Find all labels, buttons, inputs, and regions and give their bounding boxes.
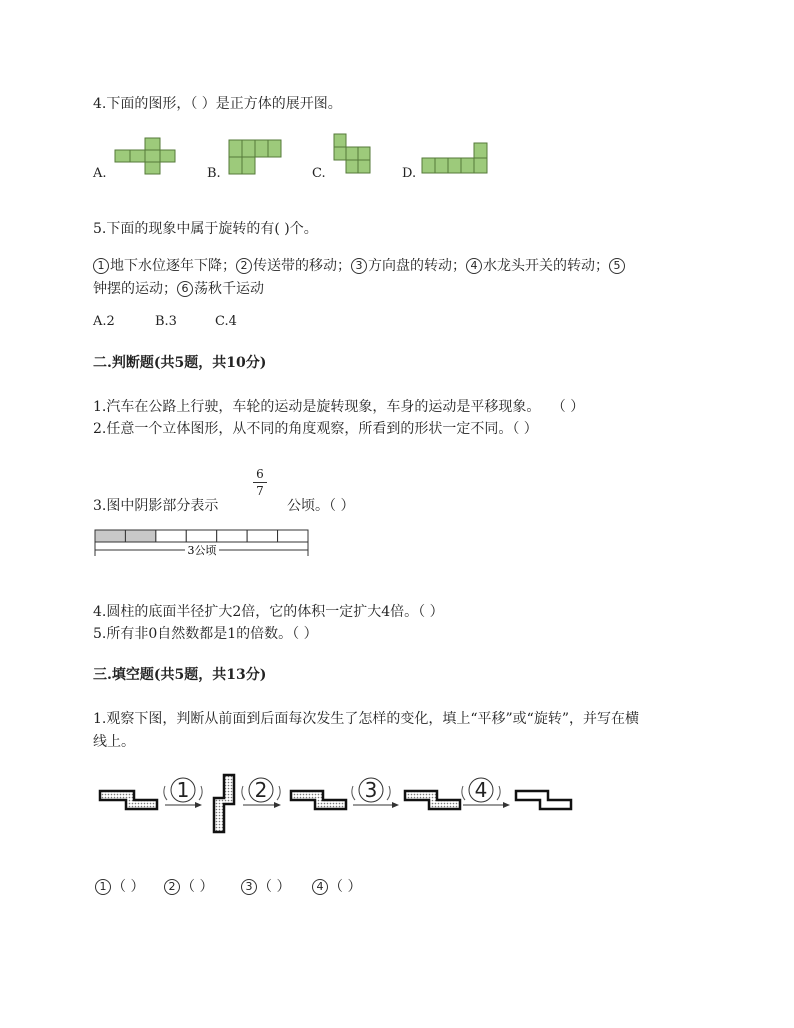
cube-net-d (422, 143, 487, 173)
phenomenon-1: 地下水位逐年下降； (110, 258, 236, 274)
step-number-1: 1 (176, 778, 190, 802)
circled-number-3: 3 (351, 258, 367, 274)
step-number-3: 3 (364, 778, 378, 802)
answer-paren-1: （ ） (112, 879, 145, 895)
answer-blank-2[interactable] (164, 876, 213, 896)
circled-number-5: 5 (609, 258, 625, 274)
fraction-six-sevenths (253, 467, 267, 498)
q5-stem: 5.下面的现象中属于旋转的有( )个。 (93, 221, 318, 237)
tf-question-5: 5.所有非0自然数都是1的倍数。（ ） (93, 626, 318, 642)
bar-cell (217, 530, 247, 542)
tf-question-3-suffix: 公顷。（ ） (287, 498, 355, 514)
answer-number-1: 1 (95, 879, 111, 895)
tf-question-2: 2.任意一个立体图形，从不同的角度观察，所看到的形状一定不同。（ ） (93, 421, 538, 437)
transformation-sequence (98, 772, 578, 834)
answer-paren-3: （ ） (258, 879, 291, 895)
bar-cell (247, 530, 277, 542)
bar-cell (278, 530, 308, 542)
bar-cell (156, 530, 186, 542)
bar-cell-shaded (125, 530, 155, 542)
q4-option-b-label: B. (207, 166, 221, 181)
z-shape-2 (214, 775, 234, 832)
phenomenon-4: 水龙头开关的转动； (483, 258, 609, 274)
answer-blank-4[interactable] (312, 876, 361, 896)
circled-number-4: 4 (466, 258, 482, 274)
q5-phenomena-line1 (93, 255, 626, 275)
z-shape-1 (100, 791, 157, 809)
q4-stem: 4.下面的图形，（ ）是正方体的展开图。 (93, 96, 342, 112)
answer-paren-2: （ ） (181, 879, 214, 895)
circled-number-1: 1 (93, 258, 109, 274)
z-shape-4 (405, 791, 460, 809)
step-number-2: 2 (254, 778, 268, 802)
fill-question-1-line2: 线上。 (93, 734, 135, 750)
area-bar-diagram (95, 530, 309, 566)
answer-blank-3[interactable] (241, 876, 290, 896)
fraction-denominator: 7 (256, 484, 264, 498)
cube-net-c (334, 134, 371, 173)
q5-choice-a: A.2 (93, 314, 115, 329)
circled-number-6: 6 (177, 281, 193, 297)
fraction-numerator: 6 (256, 467, 264, 481)
answer-number-2: 2 (164, 879, 180, 895)
q4-option-d-label: D. (402, 166, 417, 181)
phenomenon-6: 荡秋千运动 (194, 281, 264, 297)
phenomenon-5: 钟摆的运动； (93, 281, 177, 297)
z-shape-5 (516, 791, 571, 809)
q4-option-c-label: C. (312, 166, 326, 181)
answer-number-4: 4 (312, 879, 328, 895)
bar-cell-shaded (95, 530, 125, 542)
circled-number-2: 2 (236, 258, 252, 274)
cube-net-a (115, 138, 175, 174)
fill-question-1-line1: 1.观察下图，判断从前面到后面每次发生了怎样的变化，填上“平移”或“旋转”，并写在横 (93, 711, 639, 727)
answer-paren-4: （ ） (329, 879, 362, 895)
step-number-4: 4 (474, 778, 488, 802)
q5-phenomena-line2 (93, 278, 264, 298)
fraction-bar (253, 482, 267, 483)
z-shape-3 (291, 791, 346, 809)
cube-net-b (229, 140, 281, 174)
tf-question-4: 4.圆柱的底面半径扩大2倍，它的体积一定扩大4倍。（ ） (93, 604, 444, 620)
area-bar-label: 3公顷 (187, 544, 217, 557)
q5-choice-c: C.4 (215, 314, 237, 329)
phenomenon-3: 方向盘的转动； (368, 258, 466, 274)
phenomenon-2: 传送带的移动； (253, 258, 351, 274)
q5-choice-b: B.3 (155, 314, 177, 329)
answer-blank-1[interactable] (95, 876, 144, 896)
section3-heading: 三.填空题(共5题，共13分) (93, 667, 267, 683)
section2-heading: 二.判断题(共5题，共10分) (93, 355, 267, 371)
answer-number-3: 3 (241, 879, 257, 895)
bar-cell (186, 530, 216, 542)
tf-question-1: 1.汽车在公路上行驶，车轮的运动是旋转现象，车身的运动是平移现象。 （ ） (93, 399, 585, 415)
tf-question-3-prefix: 3.图中阴影部分表示 (93, 498, 219, 514)
q4-option-a-label: A. (93, 166, 107, 181)
